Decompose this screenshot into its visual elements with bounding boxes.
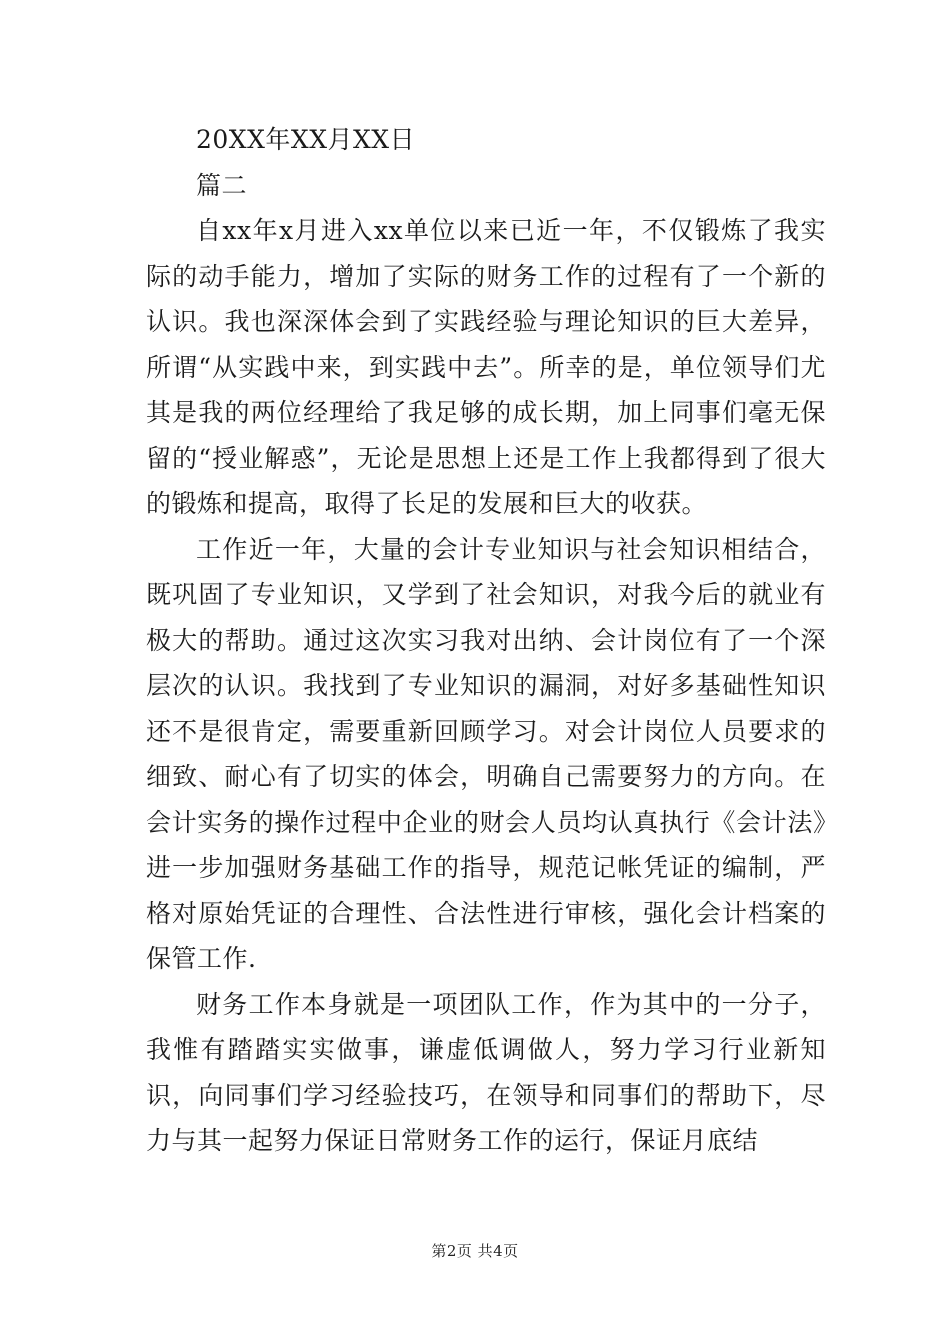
date-line: 20XX年XX月XX日: [196, 125, 416, 154]
paragraph-2: 工作近一年，大量的会计专业知识与社会知识相结合，既巩固了专业知识，又学到了社会知识，对我今后的就业有极大的帮助。通过这次实习我对出纳、会计岗位有了一个深层次的认识。我找到了专业知识的漏洞，对好多基础性知识还不是很肯定，需要重新回顾学习。对会计岗位人员要求的细致、耐心有了切实的体会，明确自己需要努力的方向。在会计实务的操作过程中企业的财会人员均认真执行《会计法》进一步加强财务基础工作的指导，规范记帐凭证的编制，严格对原始凭证的合理性、合法性进行审核，强化会计档案的保管工作.: [146, 534, 826, 973]
section-heading: 篇二: [196, 170, 248, 200]
paragraph-3: 财务工作本身就是一项团队工作，作为其中的一分子，我惟有踏踏实实做事，谦虚低调做人，努力学习行业新知识，向同事们学习经验技巧，在领导和同事们的帮助下，尽力与其一起努力保证日常财务工作的运行，保证月底结: [146, 989, 826, 1155]
page-number-footer: 第2页 共4页: [431, 1242, 519, 1260]
paragraph-1: 自xx年x月进入xx单位以来已近一年，不仅锻炼了我实际的动手能力，增加了实际的财务工作的过程有了一个新的认识。我也深深体会到了实践经验与理论知识的巨大差异，所谓“从实践中来，到实践中去”。所幸的是，单位领导们尤其是我的两位经理给了我足够的成长期，加上同事们毫无保留的“授业解惑”，无论是思想上还是工作上我都得到了很大的锻炼和提高，取得了长足的发展和巨大的收获。: [146, 216, 826, 518]
document-body: [146, 117, 826, 1164]
